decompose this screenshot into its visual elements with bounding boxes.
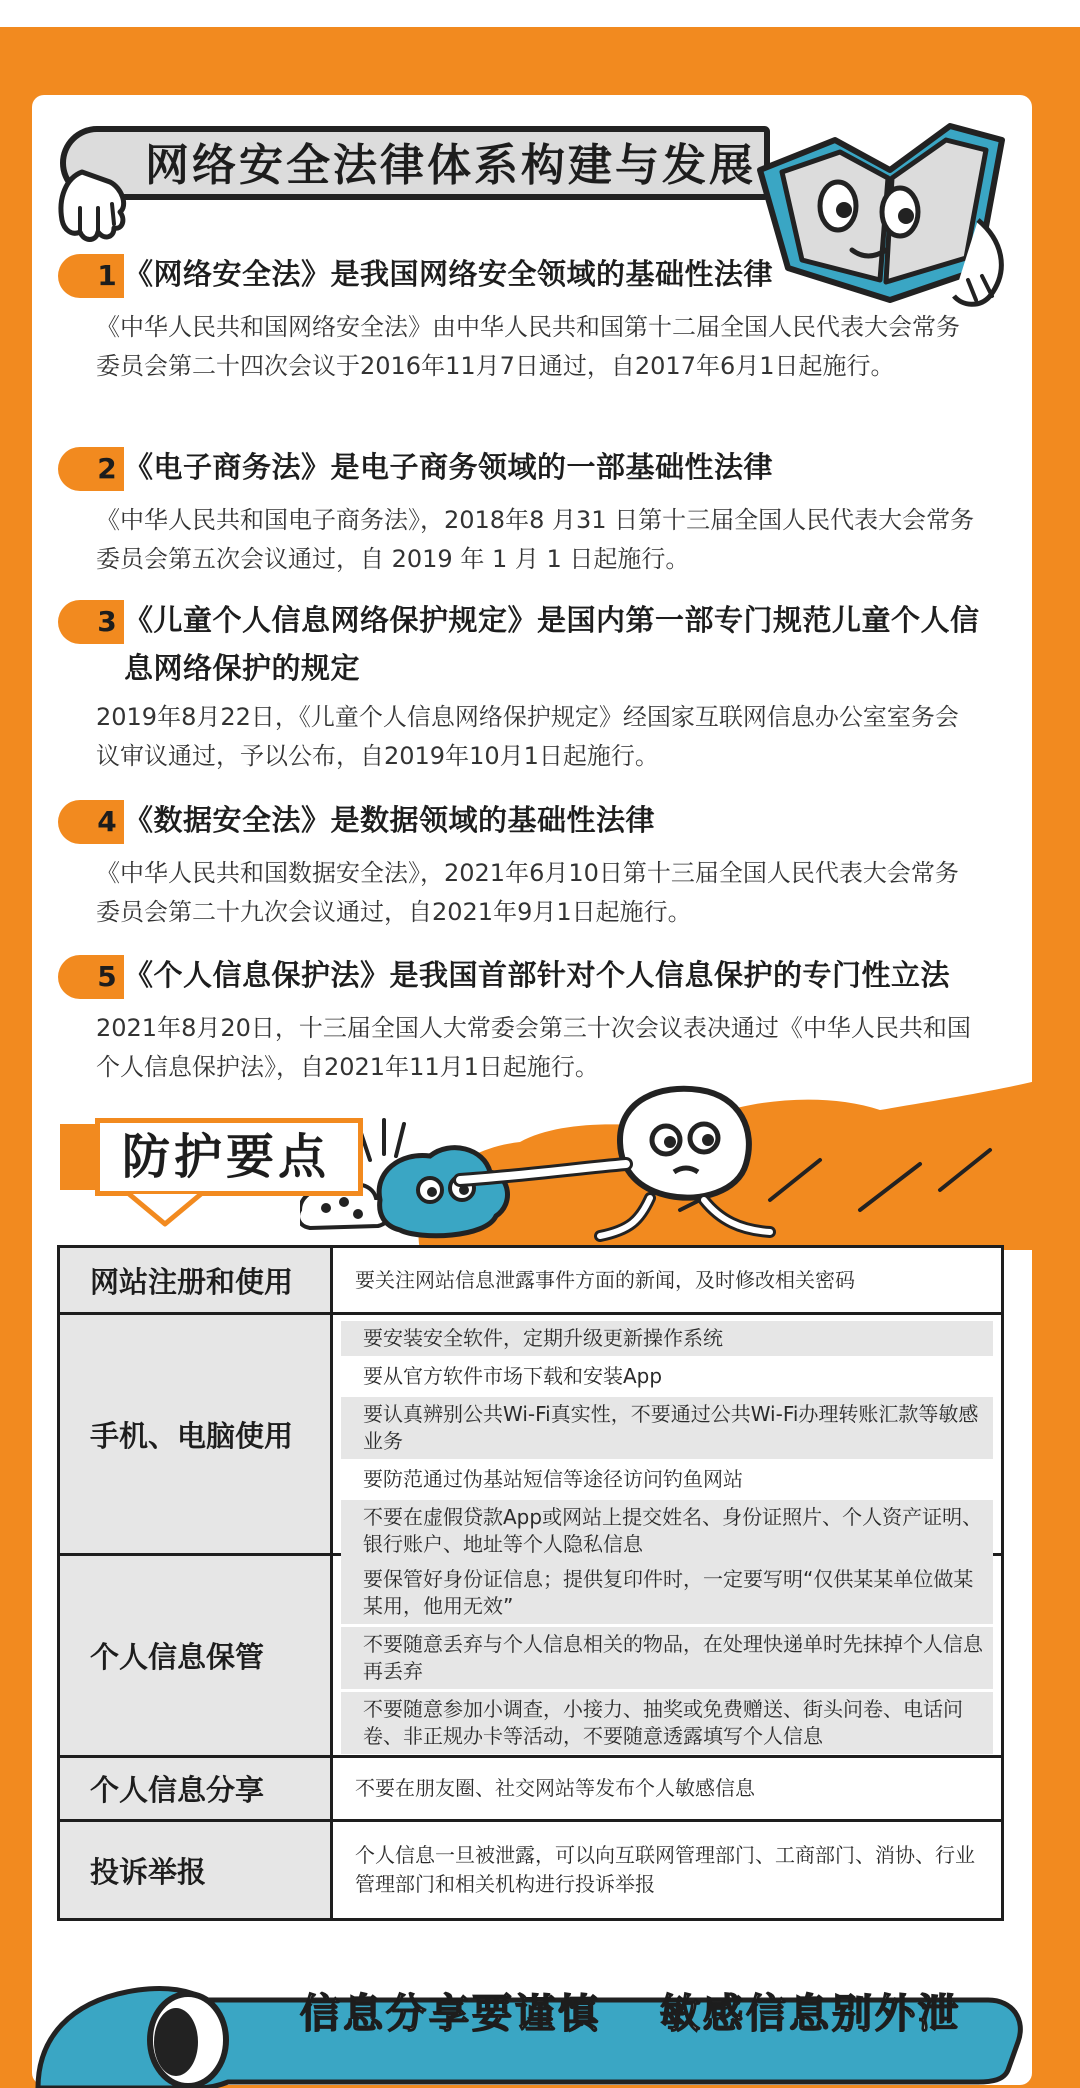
table-row: 不要随意参加小调查，小接力、抽奖或免费赠送、街头问卷、电话问卷、非正规办卡等活动，不要随意透露填写个人信息 [341, 1692, 993, 1754]
table-cell: 要关注网站信息泄露事件方面的新闻，及时修改相关密码 [355, 1267, 855, 1292]
footer-slogan-left: 信息分享要谨慎 [300, 1991, 601, 2037]
table-row: 不要随意丢弃与个人信息相关的物品，在处理快递单时先抹掉个人信息再丢弃 [341, 1627, 993, 1689]
glove-hand-icon [52, 168, 142, 248]
law-number: 4 [97, 805, 117, 838]
law-section-4 [58, 796, 998, 932]
table-cell: 个人信息一旦被泄露，可以向互联网管理部门、工商部门、消协、行业管理部门和相关机构进行投诉举报 [355, 1843, 975, 1896]
law-number: 1 [97, 259, 117, 292]
law-description: 《中华人民共和国网络安全法》由中华人民共和国第十二届全国人民代表大会常务委员会第二十四次会议于2016年11月7日通过，自2017年6月1日起施行。 [96, 313, 960, 380]
cartoon-scene-illustration [300, 1080, 1040, 1250]
table-row: 要认真辨别公共Wi-Fi真实性，不要通过公共Wi-Fi办理转账汇款等敏感业务 [341, 1397, 993, 1459]
group-label: 网站注册和使用 [60, 1248, 333, 1312]
table-group-website [60, 1248, 1001, 1315]
group-label: 投诉举报 [60, 1822, 333, 1918]
protection-title: 防护要点 [122, 1129, 331, 1185]
table-group-sharing [60, 1758, 1001, 1822]
table-row: 要安装安全软件，定期升级更新操作系统 [341, 1321, 993, 1356]
law-title: 《儿童个人信息网络保护规定》是国内第一部专门规范儿童个人信息网络保护的规定 [124, 603, 980, 685]
group-label: 个人信息保管 [60, 1556, 333, 1755]
table-row: 要防范通过伪基站短信等途径访问钓鱼网站 [363, 1467, 743, 1491]
table-cell: 不要在朋友圈、社交网站等发布个人敏感信息 [355, 1776, 755, 1800]
law-title: 《个人信息保护法》是我国首部针对个人信息保护的专门性立法 [124, 958, 951, 992]
law-section-5 [58, 951, 998, 1087]
law-description: 2019年8月22日，《儿童个人信息网络保护规定》经国家互联网信息办公室室务会议审议通过，予以公布，自2019年10月1日起施行。 [96, 703, 959, 770]
chevron-down-icon [125, 1192, 205, 1228]
table-row: 要保管好身份证信息；提供复印件时，一定要写明“仅供某某单位做某某用，他用无效” [341, 1562, 993, 1624]
law-title: 《电子商务法》是电子商务领域的一部基础性法律 [124, 450, 774, 484]
table-group-report [60, 1822, 1001, 1918]
law-description: 2021年8月20日，十三届全国人大常委会第三十次会议表决通过《中华人民共和国个人信息保护法》，自2021年11月1日起施行。 [96, 1014, 971, 1081]
table-group-device [60, 1315, 1001, 1556]
law-description: 《中华人民共和国数据安全法》，2021年6月10日第十三届全国人民代表大会常务委员会第二十九次会议通过，自2021年9月1日起施行。 [96, 859, 959, 926]
group-label: 个人信息分享 [60, 1758, 333, 1819]
law-section-2 [58, 443, 998, 579]
law-section-1 [58, 250, 998, 386]
group-label: 手机、电脑使用 [60, 1315, 333, 1553]
law-number: 2 [97, 452, 117, 485]
page-title: 网络安全法律体系构建与发展 [145, 140, 756, 191]
section-marker [60, 1124, 96, 1190]
protection-table [57, 1245, 1004, 1921]
table-group-storage [60, 1556, 1001, 1758]
law-title: 《数据安全法》是数据领域的基础性法律 [124, 803, 656, 837]
law-title: 《网络安全法》是我国网络安全领域的基础性法律 [124, 257, 774, 291]
law-section-3 [58, 596, 998, 776]
table-row: 不要在虚假贷款App或网站上提交姓名、身份证照片、个人资产证明、银行账户、地址等个人隐私信息 [341, 1500, 993, 1562]
footer-slogan-right: 敏感信息别外泄 [660, 1991, 961, 2037]
table-row: 要从官方软件市场下载和安装App [363, 1364, 663, 1388]
law-number: 5 [97, 960, 117, 993]
law-number: 3 [97, 605, 117, 638]
law-description: 《中华人民共和国电子商务法》，2018年8 月31 日第十三届全国人民代表大会常务委员会第五次会议通过，自 2019 年 1 月 1 日起施行。 [96, 506, 975, 573]
